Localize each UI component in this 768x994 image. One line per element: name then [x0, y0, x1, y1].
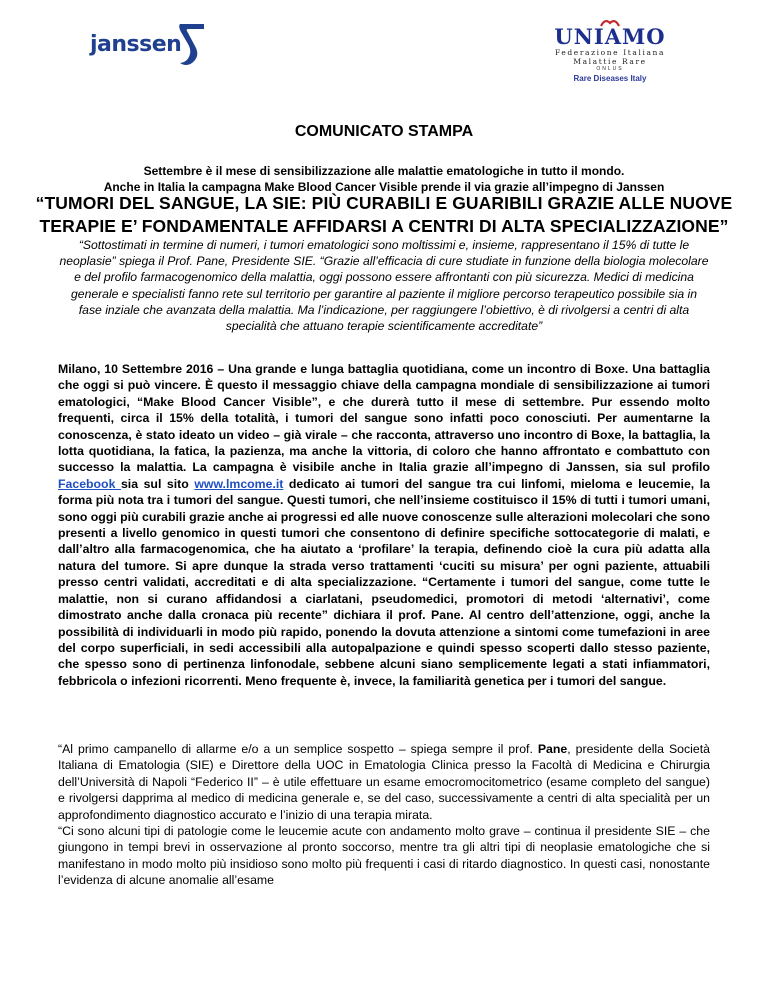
uniamo-subtitle-2: Malattie Rare — [573, 57, 647, 66]
main-paragraph — [58, 361, 710, 689]
website-link[interactable]: www.lmcome.it — [194, 476, 284, 491]
headline-line-1: “TUMORI DEL SANGUE, LA SIE: PIÙ CURABILI E GUARIBILI GRAZIE ALLE NUOVE — [35, 193, 733, 213]
subheading-1: Settembre è il mese di sensibilizzazione alle malattie ematologiche in tutto il mondo. — [143, 164, 625, 178]
main-paragraph-text-a: Milano, 10 Settembre 2016 – Una grande e lunga battaglia quotidiana, come un incontro di Boxe. Una battaglia che oggi si può vincere. È questo il messaggio chiave della campagna mondiale di sensibilizzazione ai tumori ematologici, “Make Blood Cancer Visible”, e che durerà tutto il mese di settembre. Pur essendo molto frequenti, circa il 15% della totalità, i tumori del sangue sono infatti poco conosciuti. Per aumentarne la conoscenza, è stato ideato un video – già virale – che racconta, attraverso uno incontro di Boxe, la battaglia, la lotta quotidiana, la fatica, la pazienza, ma anche la vittoria, di coloro che hanno affrontato e combattuto con successo la malattia. La campagna è visibile anche in Italia grazie all’impegno di Janssen, sia sul profilo — [58, 362, 710, 475]
quote-paragraph-1-text-b: , presidente della Società Italiana di Ematologia (SIE) e Direttore della UOC in Ematologia Clinica presso la Facoltà di Medicina e Chirurgia dell’Università di Napoli “Federico II” – è utile effettuare un esame emocromocitometrico (esame completo del sangue) e rivolgersi dapprima al medico di medicina generale e, se del caso, successivamente a centri di alta specialità per un approfondimento diagnostico accurato e l’inizio di una terapia mirata. — [58, 742, 710, 822]
janssen-logo — [90, 22, 220, 70]
speaker-name: Pane — [537, 742, 568, 756]
facebook-link[interactable]: Facebook — [58, 476, 121, 491]
main-paragraph-text-b: sia sul sito — [120, 476, 195, 491]
uniamo-subtitle-1: Federazione Italiana — [554, 48, 666, 57]
quote-section — [58, 741, 710, 889]
quote-paragraph-1-text-a: “Al primo campanello di allarme e/o a un semplice sospetto – spiega sempre il prof. — [58, 742, 538, 756]
uniamo-onlus: ONLUS — [596, 66, 624, 72]
main-paragraph-text-c: dedicato ai tumori del sangue tra cui linfomi, mieloma e leucemie, la forma più nota tra i tumori del sangue. Questi tumori, che nell’insieme costituisco il 15% di tutti i tumori umani, sono oggi più curabili grazie anche ai progressi ed alle nuove conoscenze sulle alterazioni molecolari che sono presenti a livello genomico in questi tumori che consentono di definire specifiche sottocategorie di malati, e dall’altro alla farmacogenomica, che ha aiutato a ‘profilare’ la terapia, definendo cioè la cura più adatta alla natura del tumore. Si apre dunque la strada verso trattamenti ‘cuciti su misura’ per ogni paziente, attuabili presso centri validati, accreditati e di alta specializzazione. “Certamente i tumori del sangue, come tutte le malattie, non si curano affidandosi a ciarlatani, pseudomedici, promotori di metodi ‘alternativi’, come dimostrato anche dalla cronaca più recente” dichiara il prof. Pane. Al centro dell’attenzione, oggi, anche la possibilità di individuarli in modo più rapido, ponendo la dovuta attenzione a sintomi come tumefazioni in aree del corpo superficiali, in sedi accessibili alla autopalpazione e quindi spesso scoperti dallo stesso paziente, che spesso sono di pertinenza linfonodale, sebbene alcuni siano semplicemente legati a stati infiammatori, febbricola o infezioni ricorrenti. Meno frequente è, invece, la familiarità genetica per i tumori del sangue. — [58, 476, 710, 688]
lead-paragraph: “Sottostimati in termine di numeri, i tumori ematologici sono moltissimi e, insieme, rappresentano il 15% di tutte le neoplasie” spiega il Prof. Pane, Presidente SIE. “Grazie all’efficacia di cure studiate in funzione della biologia molecolare e del profilo farmacogenomico della malattia, oggi possono essere affrontanti con più sicurezza. Medici di medicina generale e specialisti fanno rete sul territorio per garantire al paziente il migliore percorso terapeutico possibile sia in fase inziale che avanzata della malattia. Ma l’indicazione, per raggiungere l’obiettivo, è di rivolgersi a centri di alta specialità che attuano terapie scientificamente accreditate” — [59, 238, 709, 334]
janssen-wordmark: janssen — [90, 32, 182, 57]
subheading-2: Anche in Italia la campagna Make Blood Cancer Visible prende il via grazie all’impegno di Janssen — [103, 180, 665, 194]
headline-line-2: TERAPIE E’ FONDAMENTALE AFFIDARSI A CENTRI DI ALTA SPECIALIZZAZIONE” — [39, 216, 729, 236]
uniamo-logo — [535, 18, 685, 88]
quote-paragraph-1 — [58, 741, 710, 823]
uniamo-tagline: Rare Diseases Italy — [573, 74, 647, 83]
quote-paragraph-2: “Ci sono alcuni tipi di patologie come le leucemie acute con andamento molto grave – continua il presidente SIE – che giungono in tempi brevi in osservazione al pronto soccorso, mentre tra gli altri tipi di neoplasie ematologiche che si manifestano in modo molto più insidioso sono molto più frequenti i casi di ritardo diagnostico. In questi casi, nonostante l’evidenza di alcune anomalie all’esame — [58, 824, 710, 888]
janssen-swoosh-icon — [176, 22, 206, 66]
document-label: COMUNICATO STAMPA — [294, 123, 474, 140]
uniamo-wordmark: UNIAMO — [554, 24, 666, 49]
